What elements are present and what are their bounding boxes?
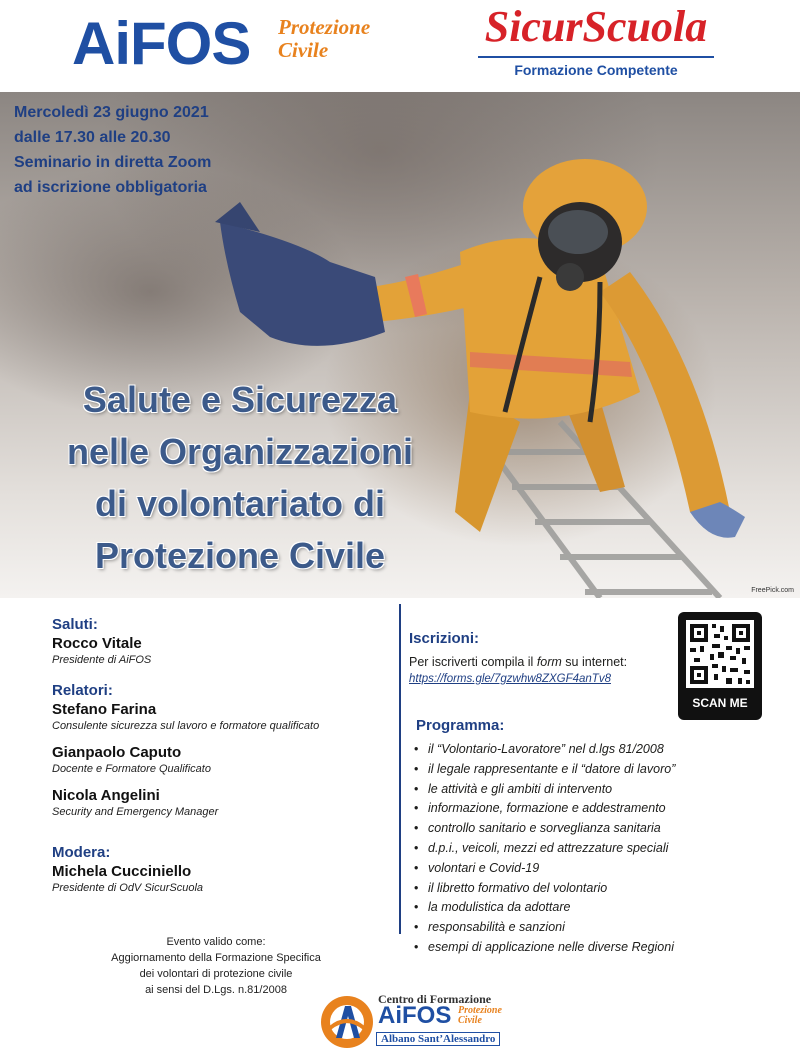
centro-title: Centro di Formazione — [378, 992, 492, 1006]
qr-pattern — [686, 620, 754, 688]
sicurscuola-wordmark: SicurScuola — [484, 2, 708, 51]
sicurscuola-logo — [466, 0, 726, 78]
event-validity-note — [66, 934, 366, 998]
validity-line-3: dei volontari di protezione civile — [139, 968, 293, 980]
list-item: • le attività e gli ambiti di intervento — [414, 780, 794, 800]
aifos-logo-wordmark: AiFOS — [72, 10, 251, 77]
centro-location: Albano Sant’Alessandro — [376, 1032, 500, 1046]
saluti-name: Rocco Vitale — [52, 635, 142, 652]
list-item: • volontari e Covid-19 — [414, 859, 794, 879]
list-item: • controllo sanitario e sorveglianza sanitaria — [414, 819, 794, 839]
iscrizioni-text-form: form — [536, 655, 562, 669]
event-date: Mercoledì 23 giugno 2021 — [14, 104, 209, 121]
seminar-title — [40, 374, 440, 582]
centro-subtitle-line1: Protezione — [458, 1005, 502, 1016]
iscrizioni-text-after: su internet: — [561, 655, 628, 669]
event-info — [14, 100, 211, 200]
page-header — [0, 0, 800, 92]
centro-logo-mark-icon — [318, 992, 376, 1050]
speakers-column — [52, 616, 392, 894]
sicurscuola-rule — [478, 56, 714, 58]
list-item: • il legale rappresentante e il “datore di lavoro” — [414, 760, 794, 780]
list-item: • esempi di applicazione nelle diverse Regioni — [414, 938, 794, 958]
aifos-logo — [72, 4, 371, 84]
column-divider — [399, 604, 401, 934]
aifos-subtitle-line2: Civile — [278, 38, 329, 62]
relatori-heading: Relatori: — [52, 682, 113, 699]
programma-heading: Programma: — [416, 717, 505, 734]
title-line-4: Protezione Civile — [94, 535, 386, 576]
list-item: • informazione, formazione e addestramento — [414, 799, 794, 819]
iscrizioni-text-before: Per iscriverti compila il — [409, 655, 537, 669]
validity-line-1: Evento valido come: — [166, 936, 266, 948]
modera-heading: Modera: — [52, 844, 111, 861]
title-line-3: di volontariato di — [94, 483, 385, 524]
centro-subtitle — [458, 1006, 502, 1026]
programma-list — [414, 740, 794, 958]
validity-line-4: ai sensi del D.Lgs. n.81/2008 — [145, 984, 287, 996]
aifos-subtitle-line1: Protezione — [278, 15, 371, 39]
moderator-name: Michela Cucciniello — [52, 863, 192, 880]
list-item: • la modulistica da adottare — [414, 898, 794, 918]
moderator-role: Presidente di OdV SicurScuola — [52, 882, 204, 894]
speaker-name: Stefano Farina — [52, 701, 157, 718]
image-credit: FreePick.com — [751, 587, 794, 594]
list-item: • il libretto formativo del volontario — [414, 879, 794, 899]
title-line-2: nelle Organizzazioni — [66, 431, 414, 472]
title-line-1: Salute e Sicurezza — [82, 379, 398, 420]
validity-line-2: Aggiornamento della Formazione Specifica — [111, 952, 321, 964]
qr-code-icon — [686, 620, 754, 688]
qr-scan-label: SCAN ME — [692, 696, 748, 710]
aifos-logo-subtitle — [278, 16, 370, 62]
list-item: • responsabilità e sanzioni — [414, 918, 794, 938]
sicurscuola-tagline: Formazione Competente — [514, 62, 678, 78]
registration-link[interactable]: https://forms.gle/7gzwhw8ZXGF4anTv8 — [409, 673, 611, 685]
hero-banner — [0, 92, 800, 598]
iscrizioni-heading: Iscrizioni: — [409, 630, 480, 647]
speaker-name: Gianpaolo Caputo — [52, 744, 182, 761]
speaker-role: Security and Emergency Manager — [52, 806, 219, 818]
saluti-heading: Saluti: — [52, 616, 98, 633]
qr-code-badge[interactable] — [678, 612, 762, 720]
speaker-role: Docente e Formatore Qualificato — [52, 763, 211, 775]
saluti-role: Presidente di AiFOS — [52, 654, 152, 666]
centro-brand: AiFOS — [378, 1002, 452, 1029]
list-item: • il “Volontario-Lavoratore” nel d.lgs 81/2008 — [414, 740, 794, 760]
speaker-role: Consulente sicurezza sul lavoro e formatore qualificato — [52, 720, 320, 732]
centro-subtitle-line2: Civile — [458, 1015, 482, 1026]
centro-formazione-logo — [318, 992, 508, 1052]
event-format: Seminario in diretta Zoom — [14, 154, 212, 171]
event-time: dalle 17.30 alle 20.30 — [14, 129, 171, 146]
event-registration-note: ad iscrizione obbligatoria — [14, 179, 207, 196]
list-item: • d.p.i., veicoli, mezzi ed attrezzature speciali — [414, 839, 794, 859]
speaker-name: Nicola Angelini — [52, 787, 160, 804]
